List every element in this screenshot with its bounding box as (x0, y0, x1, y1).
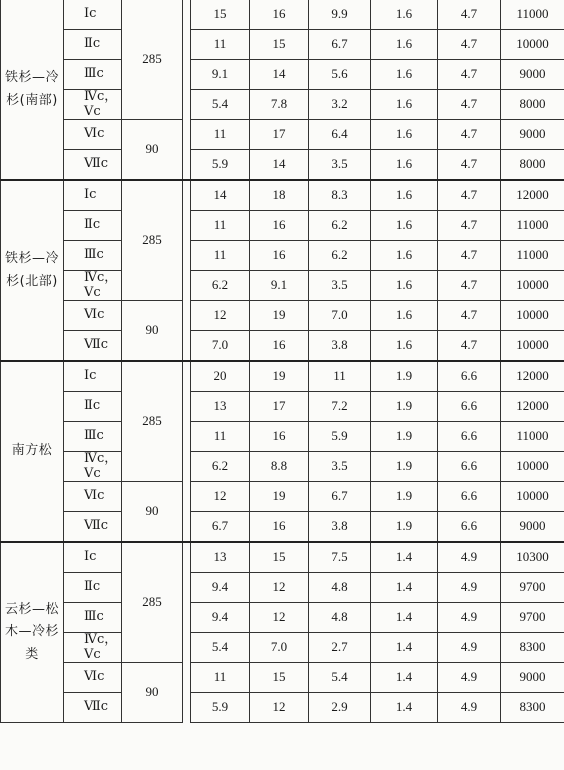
column-gap (183, 0, 191, 30)
value-cell: 12 (191, 301, 250, 331)
table-row (1, 633, 564, 663)
value-cell: 10000 (501, 482, 564, 512)
table-row (1, 512, 564, 543)
value-cell: 4.7 (438, 150, 501, 181)
value-cell: 15 (250, 30, 309, 60)
column-gap (183, 392, 191, 422)
value-cell: 4.8 (309, 603, 371, 633)
value-cell: 14 (250, 150, 309, 181)
grade-cell: Ⅱc (64, 392, 122, 422)
column-gap (183, 693, 191, 723)
table-row (1, 392, 564, 422)
value-cell: 5.4 (309, 663, 371, 693)
species-cell: 铁杉—冷杉(北部) (1, 180, 64, 361)
table-row (1, 603, 564, 633)
grade-cell: Ⅶc (64, 512, 122, 543)
table-row (1, 422, 564, 452)
value-cell: 6.2 (309, 211, 371, 241)
table-row (1, 271, 564, 301)
size-cell: 285 (122, 542, 183, 663)
value-cell: 4.9 (438, 633, 501, 663)
table-row (1, 0, 564, 30)
column-gap (183, 271, 191, 301)
value-cell: 6.2 (309, 241, 371, 271)
grade-cell: Ⅲc (64, 603, 122, 633)
column-gap (183, 452, 191, 482)
column-gap (183, 301, 191, 331)
table-row (1, 60, 564, 90)
value-cell: 4.7 (438, 271, 501, 301)
species-cell: 南方松 (1, 361, 64, 542)
value-cell: 11000 (501, 211, 564, 241)
value-cell: 12000 (501, 392, 564, 422)
value-cell: 7.0 (309, 301, 371, 331)
value-cell: 8000 (501, 90, 564, 120)
grade-cell: Ⅶc (64, 150, 122, 181)
value-cell: 5.4 (191, 90, 250, 120)
value-cell: 4.7 (438, 30, 501, 60)
value-cell: 15 (250, 663, 309, 693)
value-cell: 8000 (501, 150, 564, 181)
value-cell: 4.7 (438, 331, 501, 362)
grade-cell: Ⅵc (64, 301, 122, 331)
column-gap (183, 633, 191, 663)
value-cell: 10000 (501, 301, 564, 331)
value-cell: 3.8 (309, 512, 371, 543)
value-cell: 16 (250, 211, 309, 241)
table-row (1, 120, 564, 150)
value-cell: 8.3 (309, 180, 371, 211)
value-cell: 5.9 (309, 422, 371, 452)
value-cell: 6.2 (191, 452, 250, 482)
value-cell: 12000 (501, 180, 564, 211)
column-gap (183, 482, 191, 512)
grade-cell: Ⅰc (64, 542, 122, 573)
value-cell: 11 (191, 211, 250, 241)
value-cell: 4.9 (438, 603, 501, 633)
table-row (1, 211, 564, 241)
grade-cell: Ⅳc，Ⅴc (64, 452, 122, 482)
value-cell: 7.2 (309, 392, 371, 422)
table-row (1, 663, 564, 693)
value-cell: 8300 (501, 693, 564, 723)
value-cell: 1.6 (371, 241, 438, 271)
value-cell: 4.9 (438, 542, 501, 573)
value-cell: 11 (309, 361, 371, 392)
value-cell: 19 (250, 482, 309, 512)
column-gap (183, 603, 191, 633)
value-cell: 1.9 (371, 361, 438, 392)
grade-cell: Ⅰc (64, 361, 122, 392)
value-cell: 19 (250, 361, 309, 392)
value-cell: 3.2 (309, 90, 371, 120)
value-cell: 9000 (501, 512, 564, 543)
grade-cell: Ⅲc (64, 422, 122, 452)
size-cell: 285 (122, 361, 183, 482)
value-cell: 1.9 (371, 452, 438, 482)
value-cell: 11000 (501, 241, 564, 271)
table-row (1, 542, 564, 573)
grade-cell: Ⅳc，Ⅴc (64, 271, 122, 301)
table-row (1, 180, 564, 211)
column-gap (183, 331, 191, 362)
value-cell: 6.4 (309, 120, 371, 150)
value-cell: 7.8 (250, 90, 309, 120)
column-gap (183, 663, 191, 693)
column-gap (183, 422, 191, 452)
species-cell: 铁杉—冷杉(南部) (1, 0, 64, 180)
grade-cell: Ⅶc (64, 693, 122, 723)
value-cell: 1.9 (371, 392, 438, 422)
grade-cell: Ⅵc (64, 120, 122, 150)
value-cell: 7.5 (309, 542, 371, 573)
column-gap (183, 150, 191, 181)
value-cell: 12 (250, 573, 309, 603)
column-gap (183, 211, 191, 241)
value-cell: 6.6 (438, 512, 501, 543)
value-cell: 9.1 (250, 271, 309, 301)
value-cell: 16 (250, 241, 309, 271)
value-cell: 9.1 (191, 60, 250, 90)
size-cell: 285 (122, 0, 183, 120)
value-cell: 15 (191, 0, 250, 30)
value-cell: 11000 (501, 422, 564, 452)
value-cell: 10000 (501, 271, 564, 301)
value-cell: 6.6 (438, 422, 501, 452)
value-cell: 1.6 (371, 180, 438, 211)
value-cell: 6.2 (191, 271, 250, 301)
value-cell: 9.4 (191, 603, 250, 633)
value-cell: 10000 (501, 30, 564, 60)
value-cell: 11 (191, 30, 250, 60)
value-cell: 9.4 (191, 573, 250, 603)
value-cell: 17 (250, 392, 309, 422)
value-cell: 1.6 (371, 30, 438, 60)
value-cell: 13 (191, 392, 250, 422)
size-cell: 90 (122, 120, 183, 181)
value-cell: 12 (250, 603, 309, 633)
value-cell: 19 (250, 301, 309, 331)
value-cell: 16 (250, 422, 309, 452)
value-cell: 1.6 (371, 60, 438, 90)
value-cell: 1.4 (371, 542, 438, 573)
table-body (1, 0, 564, 723)
value-cell: 7.0 (191, 331, 250, 362)
value-cell: 6.7 (309, 30, 371, 60)
grade-cell: Ⅶc (64, 331, 122, 362)
value-cell: 4.9 (438, 663, 501, 693)
value-cell: 9000 (501, 120, 564, 150)
value-cell: 11 (191, 241, 250, 271)
value-cell: 12 (250, 693, 309, 723)
column-gap (183, 120, 191, 150)
value-cell: 4.7 (438, 241, 501, 271)
value-cell: 4.9 (438, 573, 501, 603)
table-row (1, 301, 564, 331)
column-gap (183, 30, 191, 60)
column-gap (183, 512, 191, 543)
value-cell: 8.8 (250, 452, 309, 482)
value-cell: 7.0 (250, 633, 309, 663)
value-cell: 12000 (501, 361, 564, 392)
value-cell: 2.7 (309, 633, 371, 663)
value-cell: 1.4 (371, 603, 438, 633)
value-cell: 2.9 (309, 693, 371, 723)
table-row (1, 693, 564, 723)
grade-cell: Ⅵc (64, 663, 122, 693)
value-cell: 8300 (501, 633, 564, 663)
value-cell: 1.4 (371, 663, 438, 693)
size-cell: 90 (122, 301, 183, 362)
value-cell: 1.4 (371, 693, 438, 723)
column-gap (183, 241, 191, 271)
value-cell: 1.6 (371, 331, 438, 362)
value-cell: 6.6 (438, 392, 501, 422)
value-cell: 9700 (501, 573, 564, 603)
value-cell: 1.9 (371, 512, 438, 543)
grade-cell: Ⅲc (64, 60, 122, 90)
value-cell: 1.6 (371, 271, 438, 301)
value-cell: 4.7 (438, 90, 501, 120)
size-cell: 90 (122, 663, 183, 723)
value-cell: 3.5 (309, 452, 371, 482)
value-cell: 20 (191, 361, 250, 392)
grade-cell: Ⅱc (64, 573, 122, 603)
table-row (1, 573, 564, 603)
value-cell: 9000 (501, 663, 564, 693)
column-gap (183, 180, 191, 211)
value-cell: 4.8 (309, 573, 371, 603)
table-row (1, 150, 564, 181)
value-cell: 1.6 (371, 150, 438, 181)
value-cell: 11 (191, 422, 250, 452)
value-cell: 10000 (501, 331, 564, 362)
value-cell: 11 (191, 663, 250, 693)
value-cell: 10300 (501, 542, 564, 573)
table-row (1, 361, 564, 392)
value-cell: 1.6 (371, 90, 438, 120)
value-cell: 5.9 (191, 693, 250, 723)
grade-cell: Ⅳc，Ⅴc (64, 90, 122, 120)
value-cell: 1.6 (371, 211, 438, 241)
value-cell: 1.9 (371, 422, 438, 452)
value-cell: 17 (250, 120, 309, 150)
value-cell: 15 (250, 542, 309, 573)
size-cell: 285 (122, 180, 183, 301)
value-cell: 3.8 (309, 331, 371, 362)
value-cell: 6.7 (191, 512, 250, 543)
species-cell: 云杉—松木—冷杉类 (1, 542, 64, 723)
value-cell: 10000 (501, 452, 564, 482)
grade-cell: Ⅲc (64, 241, 122, 271)
value-cell: 9700 (501, 603, 564, 633)
value-cell: 5.4 (191, 633, 250, 663)
value-cell: 12 (191, 482, 250, 512)
table-row (1, 90, 564, 120)
value-cell: 6.7 (309, 482, 371, 512)
value-cell: 6.6 (438, 452, 501, 482)
value-cell: 9000 (501, 60, 564, 90)
value-cell: 4.7 (438, 180, 501, 211)
grade-cell: Ⅱc (64, 211, 122, 241)
grade-cell: Ⅰc (64, 180, 122, 211)
value-cell: 5.6 (309, 60, 371, 90)
value-cell: 1.6 (371, 120, 438, 150)
value-cell: 16 (250, 331, 309, 362)
size-cell: 90 (122, 482, 183, 543)
column-gap (183, 90, 191, 120)
value-cell: 4.7 (438, 211, 501, 241)
value-cell: 1.9 (371, 482, 438, 512)
value-cell: 14 (250, 60, 309, 90)
value-cell: 4.7 (438, 120, 501, 150)
value-cell: 1.6 (371, 301, 438, 331)
value-cell: 11000 (501, 0, 564, 30)
value-cell: 3.5 (309, 150, 371, 181)
grade-cell: Ⅱc (64, 30, 122, 60)
table-row (1, 30, 564, 60)
value-cell: 5.9 (191, 150, 250, 181)
grade-cell: Ⅳc，Ⅴc (64, 633, 122, 663)
column-gap (183, 60, 191, 90)
value-cell: 18 (250, 180, 309, 211)
value-cell: 1.4 (371, 573, 438, 603)
value-cell: 13 (191, 542, 250, 573)
column-gap (183, 573, 191, 603)
table-row (1, 452, 564, 482)
value-cell: 16 (250, 512, 309, 543)
grade-cell: Ⅵc (64, 482, 122, 512)
table-row (1, 482, 564, 512)
value-cell: 3.5 (309, 271, 371, 301)
value-cell: 16 (250, 0, 309, 30)
table-row (1, 331, 564, 362)
value-cell: 1.4 (371, 633, 438, 663)
value-cell: 6.6 (438, 482, 501, 512)
value-cell: 4.9 (438, 693, 501, 723)
value-cell: 11 (191, 120, 250, 150)
grade-cell: Ⅰc (64, 0, 122, 30)
value-cell: 9.9 (309, 0, 371, 30)
value-cell: 4.7 (438, 301, 501, 331)
value-cell: 1.6 (371, 0, 438, 30)
value-cell: 4.7 (438, 60, 501, 90)
table-row (1, 241, 564, 271)
value-cell: 6.6 (438, 361, 501, 392)
value-cell: 14 (191, 180, 250, 211)
column-gap (183, 542, 191, 573)
column-gap (183, 361, 191, 392)
value-cell: 4.7 (438, 0, 501, 30)
